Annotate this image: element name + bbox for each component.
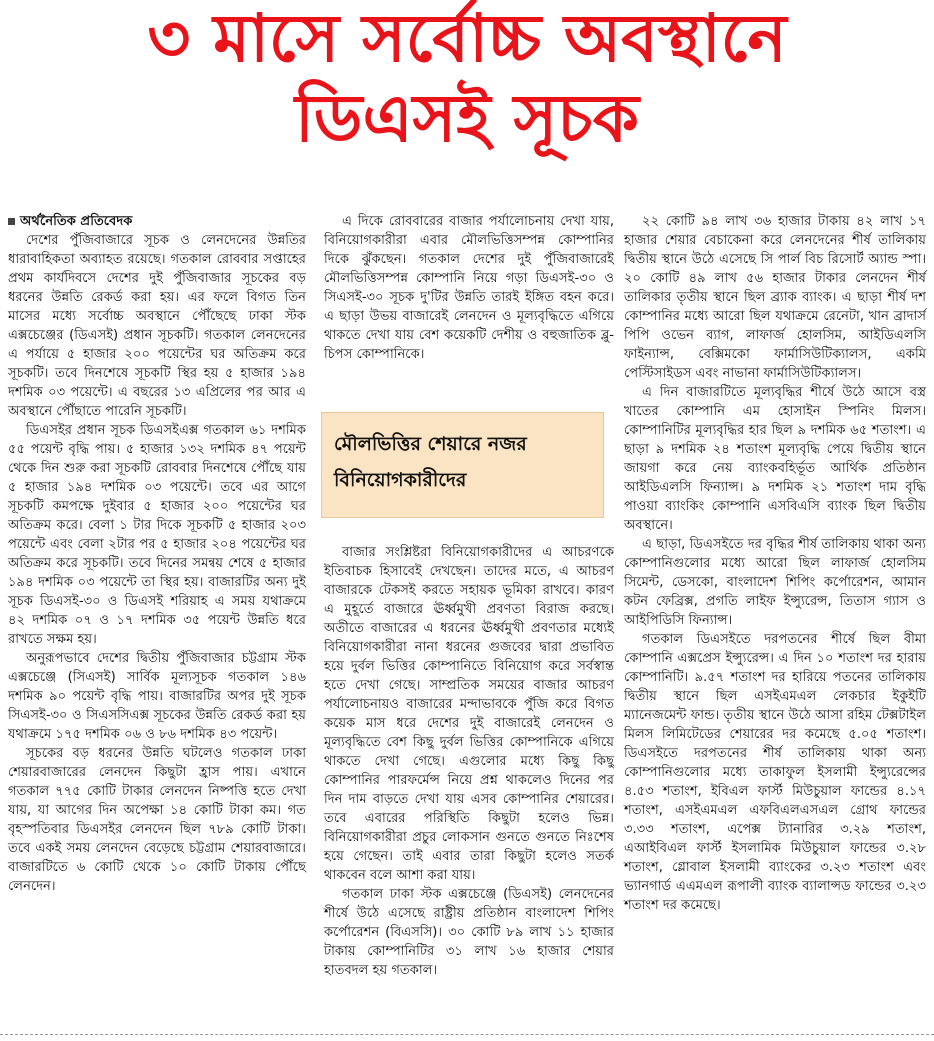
pull-quote-box [321,412,604,518]
bottom-dashed-divider [0,1034,934,1035]
paragraph: এ দিকে রোববারের বাজার পর্যালোচনায় দেখা যায়, বিনিয়োগকারীরা এবার মৌলভিত্তিসম্পন্ন কোম্পানির দিকে ঝুঁকছেন। গতকাল দেশের দুই পুঁজিবাজারেই মৌলভিত্তিসম্পন্ন কোম্পানি নিয়ে গড়া ডিএসই-৩০ ও সিএসই-৩০ সূচক দু'টির উন্নতি তারই ইঙ্গিত বহন করে। এ ছাড়া উভয় বাজারেই লেনদেন ও মূল্যবৃদ্ধিতে এগিয়ে থাকতে দেখা যায় বেশ কয়েকটি দেশীয় ও বহুজাতিক ব্লু-চিপস কোম্পানিকে। [324,214,614,362]
article-column-2-top [324,212,614,364]
paragraph: এ ছাড়া, ডিএসইতে দর বৃদ্ধির শীর্ষ তালিকায় থাকা অন্য কোম্পানিগুলোর মধ্যে আরো ছিল লাফার্জ হোলসিম সিমেন্ট, ডেসকো, বাংলাদেশ শিপিং কর্পোরেশন, আমান কটন ফেব্রিক্স, প্রগতি লাইফ ইন্স্যুরেন্স, তিতাস গ্যাস ও আইপিডিসি ফিন্যান্স। [624,537,926,628]
paragraph: এ দিন বাজারটিতে মূল্যবৃদ্ধির শীর্ষে উঠে আসে বস্ত্র খাতের কোম্পানি এম হোসাইন স্পিনিং মিলস। কোম্পানিটির মূল্যবৃদ্ধির হার ছিল ৯ দশমিক ৬৫ শতাংশ। এ ছাড়া ৯ দশমিক ২৪ শতাংশ মূল্যবৃদ্ধি পেয়ে দ্বিতীয় স্থানে জায়গা করে নেয় ব্যাংকবহির্ভূত আর্থিক প্রতিষ্ঠান আইডিএলসি ফিন্যান্স। ৯ দশমিক ২১ শতাংশ দাম বৃদ্ধি পাওয়া ব্যাংকিং কোম্পানি এসবিএসি ব্যাংক ছিল দ্বিতীয় অবস্থানে। [624,385,926,533]
article-column-1 [8,212,306,896]
paragraph: বাজার সংশ্লিষ্টরা বিনিয়োগকারীদের এ আচরণকে ইতিবাচক হিসাবেই দেখছেন। তাদের মতে, এ আচরণ বাজারকে টেকসই করতে সহায়ক ভূমিকা রাখবে। কারণ এ মুহূর্তে বাজারে ঊর্ধ্বমুখী প্রবণতা বিরাজ করছে। অতীতে বাজারের এ ধরনের ঊর্ধ্বমুখী প্রবণতার মধ্যেই বিনিয়োগকারীরা নানা ধরনের গুজবের দ্বারা প্রভাবিত হয়ে দুর্বল ভিত্তির কোম্পানিতে বিনিয়োগ করে সর্বস্বান্ত হতে দেখা গেছে। সাম্প্রতিক সময়ের বাজার আচরণ পর্যালোচনায়ও বাজারের মন্দাভাবকে পুঁজি করে বিগত কয়েক মাস ধরে দেশের দুই বাজারেই লেনদেন ও মূল্যবৃদ্ধিতে বেশ কিছু দুর্বল ভিত্তির কোম্পানিকে এগিয়ে থাকতে দেখা গেছে। এগুলোর মধ্যে কিছু কিছু কোম্পানির পারফর্মেন্স নিয়ে প্রশ্ন থাকলেও দিনের পর দিন দাম বাড়তে দেখা যায় এসব কোম্পানির শেয়ারের। তবে এবারের পরিস্থিতি কিছুটা হলেও ভিন্ন। বিনিয়োগকারীরা প্রচুর লোকসান গুনতে গুনতে নিঃশেষ হয়ে গেছেন। তাই এবার তারা কিছুটা হলেও সতর্ক থাকবেন বলে আশা করা যায়। [324,545,614,883]
paragraph: সূচকের বড় ধরনের উন্নতি ঘটলেও গতকাল ঢাকা শেয়ারবাজারের লেনদেন কিছুটা হ্রাস পায়। এখানে গতকাল ৭৭৫ কোটি টাকার লেনদেন নিষ্পত্তি হতে দেখা যায়, যা আগের দিন অপেক্ষা ১৪ কোটি টাকা কম। গত বৃহস্পতিবার ডিএসইর লেনদেন ছিল ৭৮৯ কোটি টাকা। তবে একই সময় লেনদেন বেড়েছে চট্টগ্রাম শেয়ারবাজারে। বাজারটিতে ৬ কোটি থেকে ১০ কোটি টাকায় পৌঁছে লেনদেন। [8,746,306,894]
byline [8,212,306,231]
paragraph: গতকাল ঢাকা স্টক এক্সচেঞ্জে (ডিএসই) লেনদেনের শীর্ষে উঠে এসেছে রাষ্ট্রীয় প্রতিষ্ঠান বাংলাদেশ শিপিং কর্পোরেশন (বিএসসি)। ৩০ কোটি ৮৯ লাখ ১১ হাজার টাকায় কোম্পানিটির ৩১ লাখ ১৬ হাজার শেয়ার হাতবদল হয় গতকাল। [324,887,614,978]
paragraph: অনুরূপভাবে দেশের দ্বিতীয় পুঁজিবাজার চট্টগ্রাম স্টক এক্সচেঞ্জে (সিএসই) সার্বিক মূল্যসূচক গতকাল ১৪৬ দশমিক ৯০ পয়েন্ট বৃদ্ধি পায়। বাজারটির অপর দুই সূচক সিএসই-৩০ ও সিএসসিএক্স সূচকের উন্নতি রেকর্ড করা হয় যথাক্রমে ১৭৫ দশমিক ০৬ ও ৮৬ দশমিক ৪৩ পয়েন্ট। [8,651,306,742]
paragraph: গতকাল ডিএসইতে দরপতনের শীর্ষে ছিল বীমা কোম্পানি এক্সপ্রেস ইন্স্যুরেন্স। এ দিন ১০ শতাংশ দর হারায় কোম্পানিটি। ৯.৫৭ শতাংশ দর হারিয়ে পতনের তালিকায় দ্বিতীয় স্থানে ছিল এসইএমএল লেকচার ইকুইটি ম্যানেজমেন্ট ফান্ড। তৃতীয় স্থানে উঠে আসা রহিম টেক্সটাইল মিলস লিমিটেডের শেয়ারের দর কমেছে ৫.০৫ শতাংশ। ডিএসইতে দরপতনের শীর্ষ তালিকায় থাকা অন্য কোম্পানিগুলোর মধ্যে তাকাফুল ইসলামী ইন্স্যুরেন্সের ৪.৫৩ শতাংশ, ইবিএল ফার্স্ট মিউচুয়াল ফান্ডের ৪.১৭ শতাংশ, এসইএমএল এফবিএলএসএল গ্রোথ ফান্ডের ৩.৩৩ শতাংশ, এপেক্স ট্যানারির ৩.২৯ শতাংশ, এআইবিএল ফার্স্ট ইসলামিক মিউচুয়াল ফান্ডের ৩.২৮ শতাংশ, গ্লোবাল ইসলামী ব্যাংকের ৩.২৩ শতাংশ এবং ভ্যানগার্ড এএমএল রূপালী ব্যাংক ব্যালান্সড ফান্ডের ৩.২৩ শতাংশ দর কমেছে। [624,632,926,913]
paragraph: দেশের পুঁজিবাজারে সূচক ও লেনদেনের উন্নতির ধারাবাহিকতা অব্যাহত রয়েছে। গতকাল রোববার সপ্তাহের প্রথম কার্যদিবসে দেশের দুই পুঁজিবাজার সূচকের বড় ধরনের উন্নতি রেকর্ড করা হয়। এর ফলে বিগত তিন মাসের মধ্যে সর্বোচ্চ অবস্থানে পৌঁছেছে ঢাকা স্টক এক্সচেঞ্জের (ডিএসই) প্রধান সূচকটি। গতকাল লেনদেনের এ পর্যায়ে ৫ হাজার ২০০ পয়েন্টের ঘর অতিক্রম করে সূচকটি। তবে দিনশেষে সূচকটি স্থির হয় ৫ হাজার ১৯৪ দশমিক ০৩ পয়েন্টে। এ বছরের ১৩ এপ্রিলের পর আর এ অবস্থানে পৌঁছাতে পারেনি সূচকটি। [8,233,306,419]
paragraph: ২২ কোটি ৯৪ লাখ ৩৬ হাজার টাকায় ৪২ লাখ ১৭ হাজার শেয়ার বেচাকেনা করে লেনদেনের শীর্ষ তালিকায় দ্বিতীয় স্থানে উঠে এসেছে সি পার্ল বিচ রিসোর্ট অ্যান্ড স্পা। ২০ কোটি ৪৯ লাখ ৫৬ হাজার টাকার লেনদেন শীর্ষ তালিকার তৃতীয় স্থানে ছিল ব্র্যাক ব্যাংক। এ ছাড়া শীর্ষ দশ কোম্পানির মধ্যে আরো ছিল যথাক্রমে রেনেটা, খান ব্রাদার্স পিপি ওভেন ব্যাগ, লাফার্জ হোলসিম, আইডিএলসি ফাইন্যান্স, বেক্সিমকো ফার্মাসিউটিক্যালস, একমি পেস্টিসাইডস এবং নাভানা ফার্মাসিউটিক্যালস। [624,214,926,381]
headline-line-2: ডিএসই সূচক [295,80,639,157]
headline-line-1: ৩ মাসে সর্বোচ্চ অবস্থানে [147,0,787,77]
pull-quote-text: মৌলভিত্তির শেয়ারে নজর বিনিয়োগকারীদের [334,433,527,491]
bullet-square-icon [8,218,15,225]
article-column-2-bottom [324,543,614,980]
headline [0,0,934,157]
byline-text: অর্থনৈতিক প্রতিবেদক [20,214,133,229]
paragraph: ডিএসইর প্রধান সূচক ডিএসইএক্স গতকাল ৬১ দশমিক ৫৫ পয়েন্ট বৃদ্ধি পায়। ৫ হাজার ১৩২ দশমিক ৪৭ পয়েন্ট থেকে দিন শুরু করা সূচকটি রোববার দিনশেষে পৌঁছে যায় ৫ হাজার ১৯৪ দশমিক ০৩ পয়েন্টে। তবে এর আগে সূচকটি কমপক্ষে দুইবার ৫ হাজার ২০০ পয়েন্টের ঘর অতিক্রম করে। বেলা ১ টার দিকে সূচকটি ৫ হাজার ২০৩ পয়েন্টে এবং বেলা ২টার পর ৫ হাজার ২০৪ পয়েন্টের ঘর অতিক্রম করে সূচকটি। তবে দিনের সমন্বয় শেষে ৫ হাজার ১৯৪ দশমিক ০৩ পয়েন্টে তা স্থির হয়। বাজারটির অন্য দুই সূচক ডিএসই-৩০ ও ডিএসই শরিয়াহ এ সময় যথাক্রমে ৪২ দশমিক ০৭ ও ১৭ দশমিক ৩৫ পয়েন্ট উন্নতি ধরে রাখতে সক্ষম হয়। [8,423,306,647]
article-column-3 [624,212,926,915]
